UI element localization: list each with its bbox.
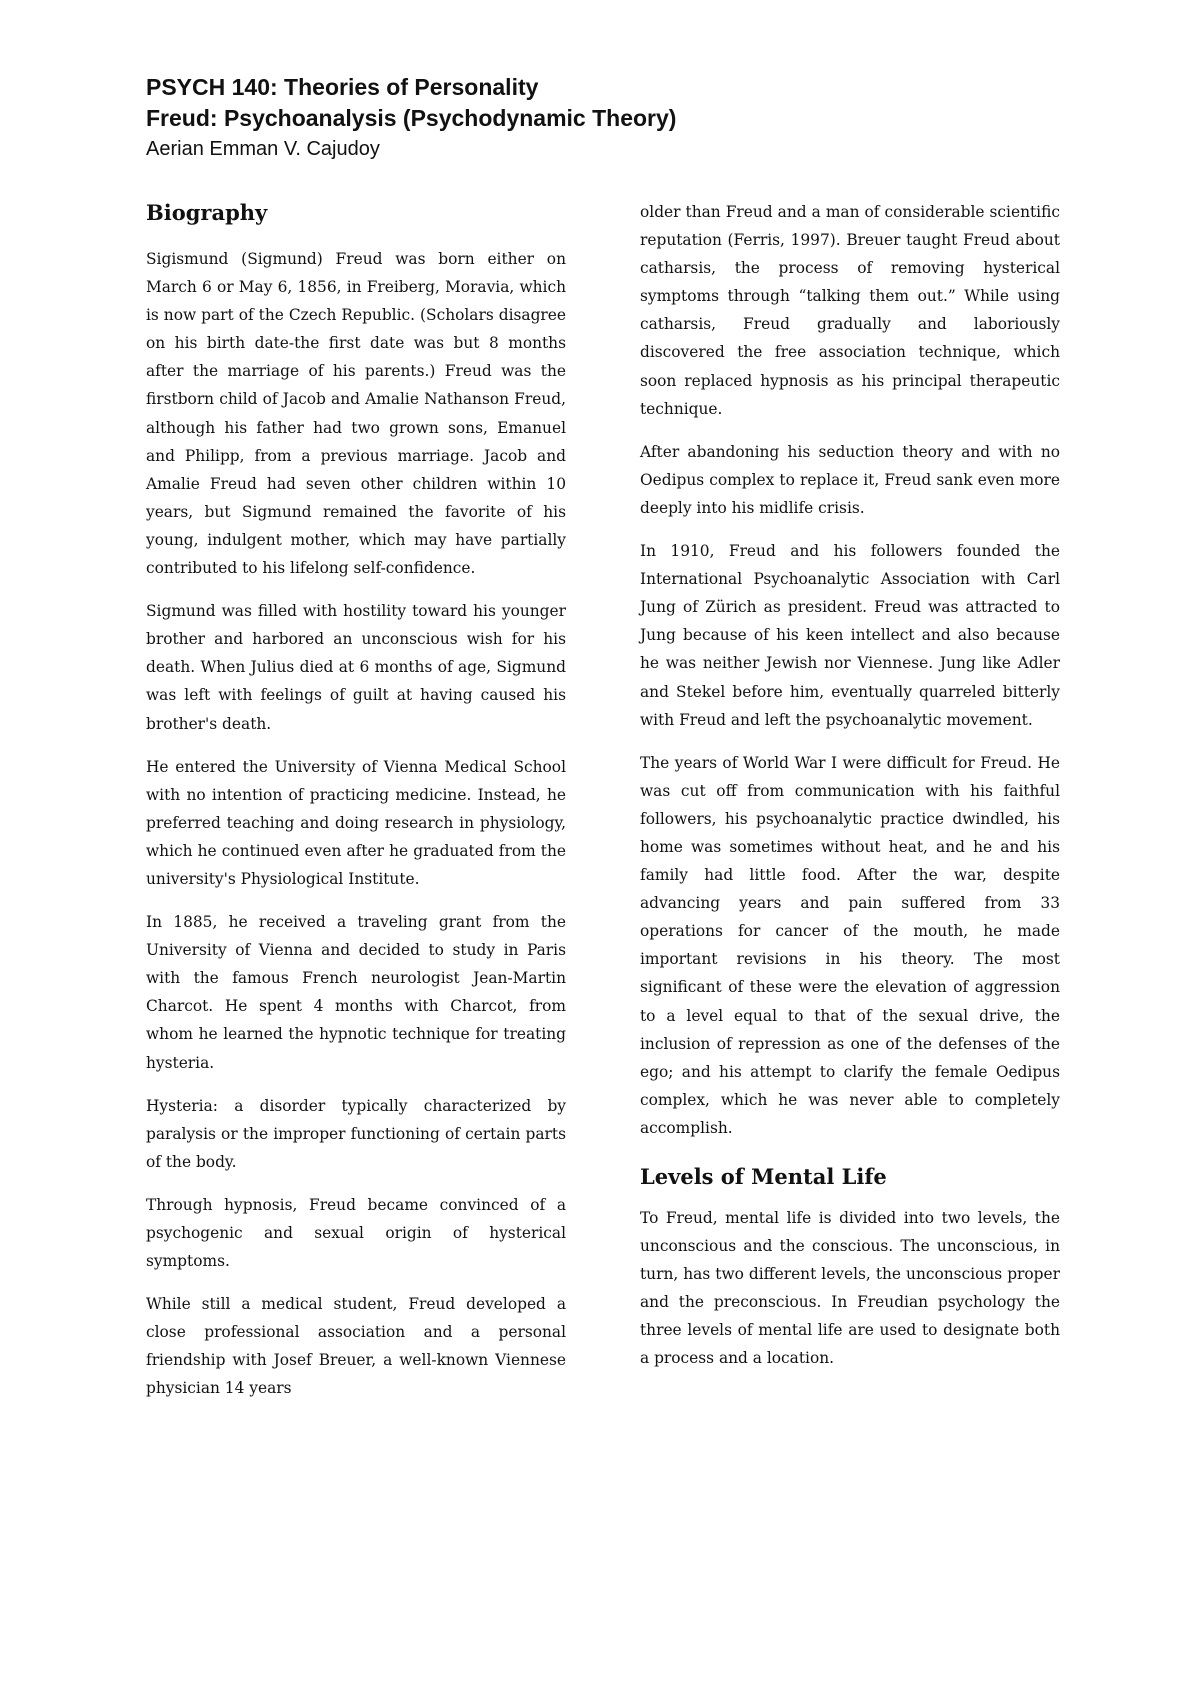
paragraph: The years of World War I were difficult for Freud. He was cut off from communication with his faithful followers, his psychoanalytic practice dwindled, his home was sometimes without heat, and he and his family had little food. After the war, despite advancing years and pain suffered from 33 operations for cancer of the mouth, he made important revisions in his theory. The most significant of these were the elevation of aggression to a level equal to that of the sexual drive, the inclusion of repression as one of the defenses of the ego; and his attempt to clarify the female Oedipus complex, which he was never able to completely accomplish.: [640, 753, 1060, 1137]
paragraph: To Freud, mental life is divided into two levels, the unconscious and the conscious. The unconscious, in turn, has two different levels, the unconscious proper and the preconscious. In Freudian psychology the three levels of mental life are used to designate both a process and a location.: [640, 1209, 1060, 1368]
section-heading-levels-of-mental-life: Levels of Mental Life: [640, 1164, 887, 1189]
section-heading-biography: Biography: [146, 200, 268, 225]
paragraph: He entered the University of Vienna Medical School with no intention of practicing medicine. Instead, he preferred teaching and doing research in physiology, which he continued even after he graduated from the university's Physiological Institute.: [146, 757, 566, 888]
paragraph: Sigismund (Sigmund) Freud was born either on March 6 or May 6, 1856, in Freiberg, Moravia, which is now part of the Czech Republic. (Scholars disagree on his birth date-the first date was but 8 months after the marriage of his parents.) Freud was the firstborn child of Jacob and Amalie Nathanson Freud, although his father had two grown sons, Emanuel and Philipp, from a previous marriage. Jacob and Amalie Freud had seven other children within 10 years, but Sigmund remained the favorite of his young, indulgent mother, which may have partially contributed to his lifelong self-confidence.: [146, 250, 566, 578]
paragraph: older than Freud and a man of considerable scientific reputation (Ferris, 1997). Breuer taught Freud about catharsis, the process of removing hysterical symptoms through “talking them out.” While using catharsis, Freud gradually and laboriously discovered the free association technique, which soon replaced hypnosis as his principal therapeutic technique.: [640, 203, 1060, 418]
paragraph: While still a medical student, Freud developed a close professional association and a personal friendship with Josef Breuer, a well-known Viennese physician 14 years: [146, 1295, 566, 1398]
paragraph: Sigmund was filled with hostility toward his younger brother and harbored an unconscious wish for his death. When Julius died at 6 months of age, Sigmund was left with feelings of guilt at having caused his brother's death.: [146, 602, 566, 733]
paragraph: In 1885, he received a traveling grant from the University of Vienna and decided to study in Paris with the famous French neurologist Jean-Martin Charcot. He spent 4 months with Charcot, from whom he learned the hypnotic technique for treating hysteria.: [146, 913, 566, 1072]
paragraph: Through hypnosis, Freud became convinced of a psychogenic and sexual origin of hysterical symptoms.: [146, 1195, 566, 1271]
document-header: [146, 72, 1066, 164]
left-column: [146, 198, 566, 1418]
paragraph: After abandoning his seduction theory and with no Oedipus complex to replace it, Freud sank even more deeply into his midlife crisis.: [640, 442, 1060, 517]
course-title: PSYCH 140: Theories of Personality: [146, 74, 539, 100]
paragraph: In 1910, Freud and his followers founded the International Psychoanalytic Association with Carl Jung of Zürich as president. Freud was attracted to Jung because of his keen intellect and also because he was neither Jewish nor Viennese. Jung like Adler and Stekel before him, eventually quarreled bitterly with Freud and left the psychoanalytic movement.: [640, 542, 1060, 729]
author-name: Aerian Emman V. Cajudoy: [146, 138, 380, 160]
right-column: [640, 198, 1060, 1388]
paragraph: Hysteria: a disorder typically characterized by paralysis or the improper functioning of certain parts of the body.: [146, 1096, 566, 1171]
lecture-title: Freud: Psychoanalysis (Psychodynamic Theory): [146, 105, 677, 131]
